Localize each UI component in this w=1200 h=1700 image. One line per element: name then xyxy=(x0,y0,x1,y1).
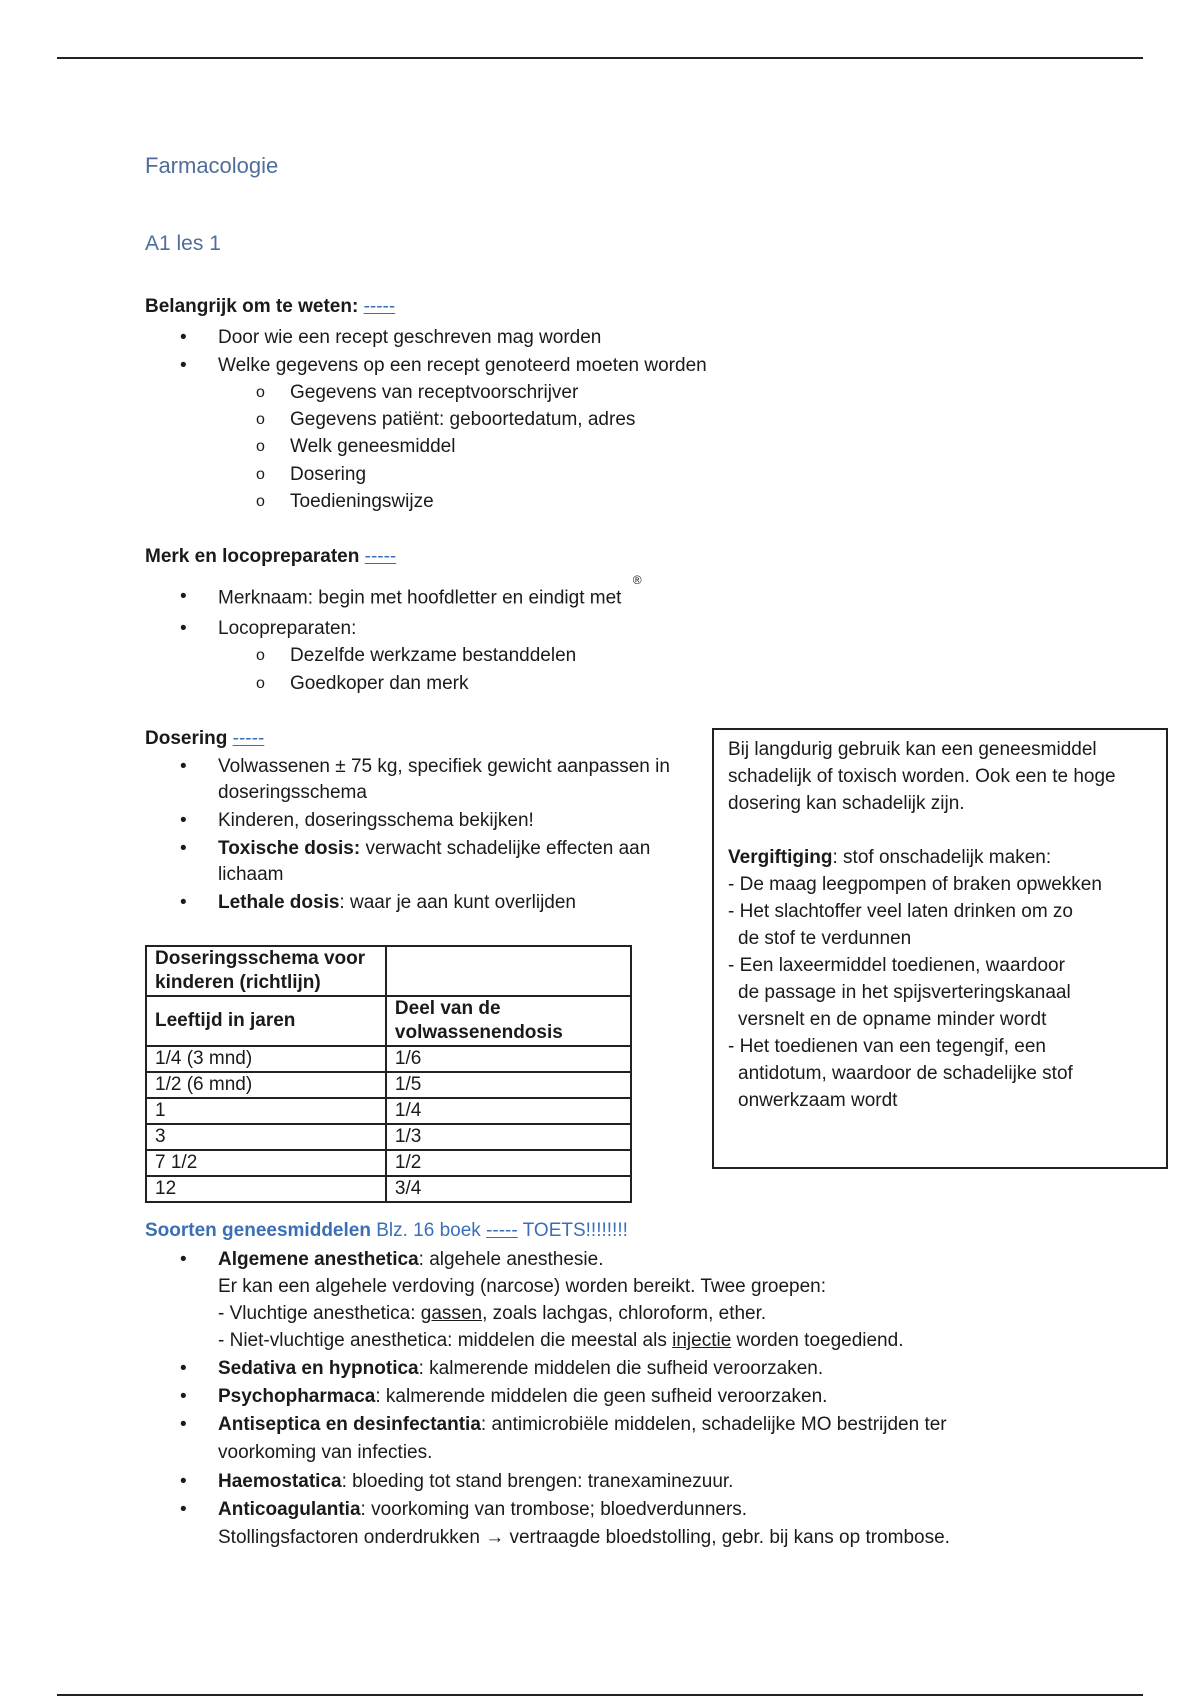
list-item: • Lethale dosis: waar je aan kunt overlijden xyxy=(218,892,576,914)
sub-list-item: o Gegevens patiënt: geboortedatum, adres xyxy=(290,409,635,431)
table-cell: 1/3 xyxy=(386,1124,631,1150)
list-item: • Merknaam: begin met hoofdletter en eindigt met ® xyxy=(218,586,636,609)
document-subtitle: A1 les 1 xyxy=(145,232,221,255)
comment-link[interactable]: ----- xyxy=(364,546,397,567)
table-row xyxy=(146,1098,631,1124)
table-cell: 3/4 xyxy=(386,1176,631,1202)
table-cell: 12 xyxy=(146,1176,386,1202)
box-text: - De maag leegpompen of braken opwekken xyxy=(728,874,1102,895)
table-cell: 1/5 xyxy=(386,1072,631,1098)
list-item: • Psychopharmaca: kalmerende middelen die geen sufheid veroorzaken. xyxy=(218,1386,827,1408)
table-title: Doseringsschema voor kinderen (richtlijn) xyxy=(146,946,386,996)
box-text: versnelt en de opname minder wordt xyxy=(738,1009,1047,1030)
table-cell: 1 xyxy=(146,1098,386,1124)
header-rule xyxy=(57,57,1143,59)
column-header: Leeftijd in jaren xyxy=(146,996,386,1046)
box-text: dosering kan schadelijk zijn. xyxy=(728,793,965,814)
box-text: - Het toedienen van een tegengif, een xyxy=(728,1036,1046,1057)
list-item: • Antiseptica en desinfectantia: antimicrobiële middelen, schadelijke MO bestrijden ter xyxy=(218,1414,947,1436)
box-text: schadelijk of toxisch worden. Ook een te hoge xyxy=(728,766,1116,787)
comment-link[interactable]: ----- xyxy=(232,728,265,749)
info-box xyxy=(712,728,1168,1169)
list-item: • Algemene anesthetica: algehele anesthesie. xyxy=(218,1249,604,1271)
list-item-continuation: - Niet-vluchtige anesthetica: middelen die meestal als injectie worden toegediend. xyxy=(218,1330,904,1351)
list-item-continuation: Er kan een algehele verdoving (narcose) worden bereikt. Twee groepen: xyxy=(218,1276,827,1297)
table-row xyxy=(146,1150,631,1176)
table-row xyxy=(146,1046,631,1072)
table-cell: 1/6 xyxy=(386,1046,631,1072)
list-item: • Volwassenen ± 75 kg, specifiek gewicht aanpassen in xyxy=(218,756,670,778)
box-text: de stof te verdunnen xyxy=(738,928,912,949)
table-cell: 1/4 (3 mnd) xyxy=(146,1046,386,1072)
box-text: Bij langdurig gebruik kan een geneesmiddel xyxy=(728,739,1097,760)
section-heading-soorten: Soorten geneesmiddelen Blz. 16 boek ----- TOETS!!!!!!!! xyxy=(145,1220,628,1241)
registered-mark: ® xyxy=(632,573,642,587)
footer-rule xyxy=(57,1694,1143,1696)
list-item: • Toxische dosis: verwacht schadelijke effecten aan xyxy=(218,838,650,860)
table-title-row xyxy=(146,946,631,996)
table-header-row xyxy=(146,996,631,1046)
list-item-continuation: - Vluchtige anesthetica: gassen, zoals lachgas, chloroform, ether. xyxy=(218,1303,767,1324)
table-cell: 3 xyxy=(146,1124,386,1150)
list-item: • Anticoagulantia: voorkoming van trombose; bloedverdunners. xyxy=(218,1499,747,1521)
list-item: • Sedativa en hypnotica: kalmerende middelen die sufheid veroorzaken. xyxy=(218,1358,823,1380)
table-cell: 1/2 xyxy=(386,1150,631,1176)
sub-list-item: o Goedkoper dan merk xyxy=(290,673,469,695)
table-cell: 1/2 (6 mnd) xyxy=(146,1072,386,1098)
document-title: Farmacologie xyxy=(145,153,279,178)
table-row xyxy=(146,1124,631,1150)
sub-list-item: o Welk geneesmiddel xyxy=(290,436,455,458)
list-item: • Haemostatica: bloeding tot stand brengen: tranexaminezuur. xyxy=(218,1471,733,1493)
comment-link[interactable]: ----- xyxy=(486,1220,518,1241)
box-text: onwerkzaam wordt xyxy=(738,1090,898,1111)
box-text: de passage in het spijsverteringskanaal xyxy=(738,982,1071,1003)
list-item: • Door wie een recept geschreven mag worden xyxy=(218,327,601,349)
sub-list-item: o Gegevens van receptvoorschrijver xyxy=(290,382,578,404)
box-text: Vergiftiging: stof onschadelijk maken: xyxy=(728,847,1052,868)
table-cell: 7 1/2 xyxy=(146,1150,386,1176)
section-heading-dosering: Dosering ----- xyxy=(145,728,265,749)
section-heading-merk: Merk en locopreparaten ----- xyxy=(145,546,397,567)
list-item-continuation: voorkoming van infecties. xyxy=(218,1442,433,1463)
box-text: - Een laxeermiddel toedienen, waardoor xyxy=(728,955,1065,976)
list-item: • Locopreparaten: xyxy=(218,618,356,640)
dosage-table xyxy=(145,945,632,1203)
table-empty-cell xyxy=(386,946,631,996)
column-header: Deel van de volwassenendosis xyxy=(386,996,631,1046)
table-row xyxy=(146,1176,631,1202)
list-item-continuation: Stollingsfactoren onderdrukken → vertraagde bloedstolling, gebr. bij kans op trombose. xyxy=(218,1527,950,1548)
comment-link[interactable]: ----- xyxy=(363,296,396,317)
sub-list-item: o Dezelfde werkzame bestanddelen xyxy=(290,645,576,667)
table-cell: 1/4 xyxy=(386,1098,631,1124)
list-item: • Welke gegevens op een recept genoteerd moeten worden xyxy=(218,355,707,377)
sub-list-item: o Toedieningswijze xyxy=(290,491,434,513)
section-heading-belangrijk: Belangrijk om te weten: ----- xyxy=(145,296,396,317)
list-item-continuation: doseringsschema xyxy=(218,782,367,803)
table-row xyxy=(146,1072,631,1098)
sub-list-item: o Dosering xyxy=(290,464,366,486)
list-item: • Kinderen, doseringsschema bekijken! xyxy=(218,810,534,832)
box-text: - Het slachtoffer veel laten drinken om zo xyxy=(728,901,1073,922)
list-item-continuation: lichaam xyxy=(218,864,284,885)
box-text: antidotum, waardoor de schadelijke stof xyxy=(738,1063,1073,1084)
